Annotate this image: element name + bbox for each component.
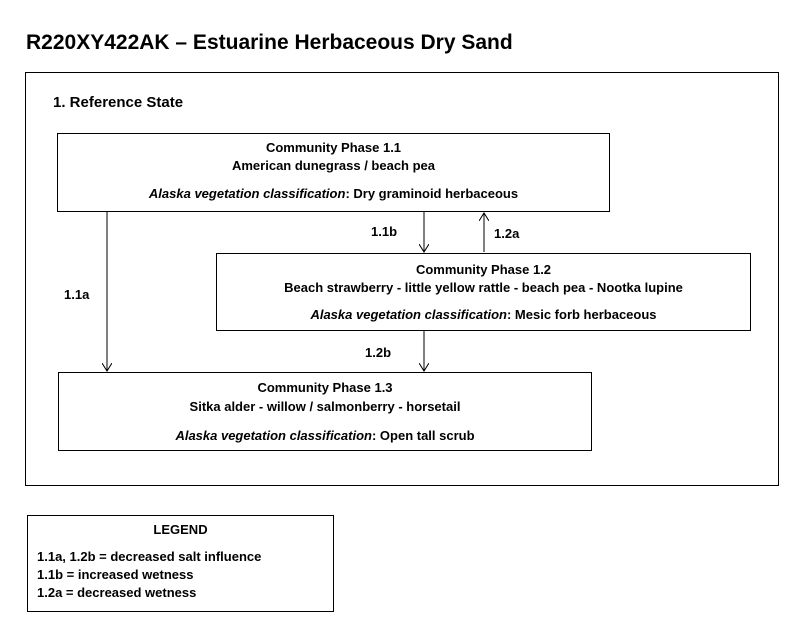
- transition-label-1-2a: 1.2a: [494, 226, 520, 241]
- phase-1-2-name: Community Phase 1.2: [415, 262, 552, 277]
- transition-label-1-1b: 1.1b: [371, 224, 398, 239]
- phase-1-3-classification-value: : Open tall scrub: [371, 428, 475, 443]
- phase-1-1-classification-label: Alaska vegetation classification: [148, 186, 346, 201]
- legend-item: 1.1b = increased wetness: [37, 567, 194, 582]
- transition-label-1-1a: 1.1a: [64, 287, 90, 302]
- phase-1-3-classification-label: Alaska vegetation classification: [175, 428, 372, 443]
- phase-1-1-classification-value: : Dry graminoid herbaceous: [345, 186, 519, 201]
- phase-1-2-species: Beach strawberry - little yellow rattle - beach pea - Nootka lupine: [284, 280, 683, 295]
- legend-title: LEGEND: [153, 522, 208, 537]
- phase-1-2-classification-value: : Mesic forb herbaceous: [506, 307, 657, 322]
- legend-item: 1.1a, 1.2b = decreased salt influence: [37, 549, 262, 564]
- legend-item: 1.2a = decreased wetness: [37, 585, 197, 600]
- diagram-title: R220XY422AK – Estuarine Herbaceous Dry Sand: [26, 31, 513, 54]
- reference-state-label: 1. Reference State: [53, 94, 184, 111]
- phase-1-2-classification-label: Alaska vegetation classification: [310, 307, 507, 322]
- phase-1-3-species: Sitka alder - willow / salmonberry - horsetail: [189, 399, 461, 414]
- phase-1-3-name: Community Phase 1.3: [257, 380, 393, 395]
- phase-1-1-name: Community Phase 1.1: [265, 140, 402, 155]
- legend-box: [27, 515, 334, 612]
- phase-1-1-species: American dunegrass / beach pea: [231, 158, 436, 173]
- transition-label-1-2b: 1.2b: [365, 345, 392, 360]
